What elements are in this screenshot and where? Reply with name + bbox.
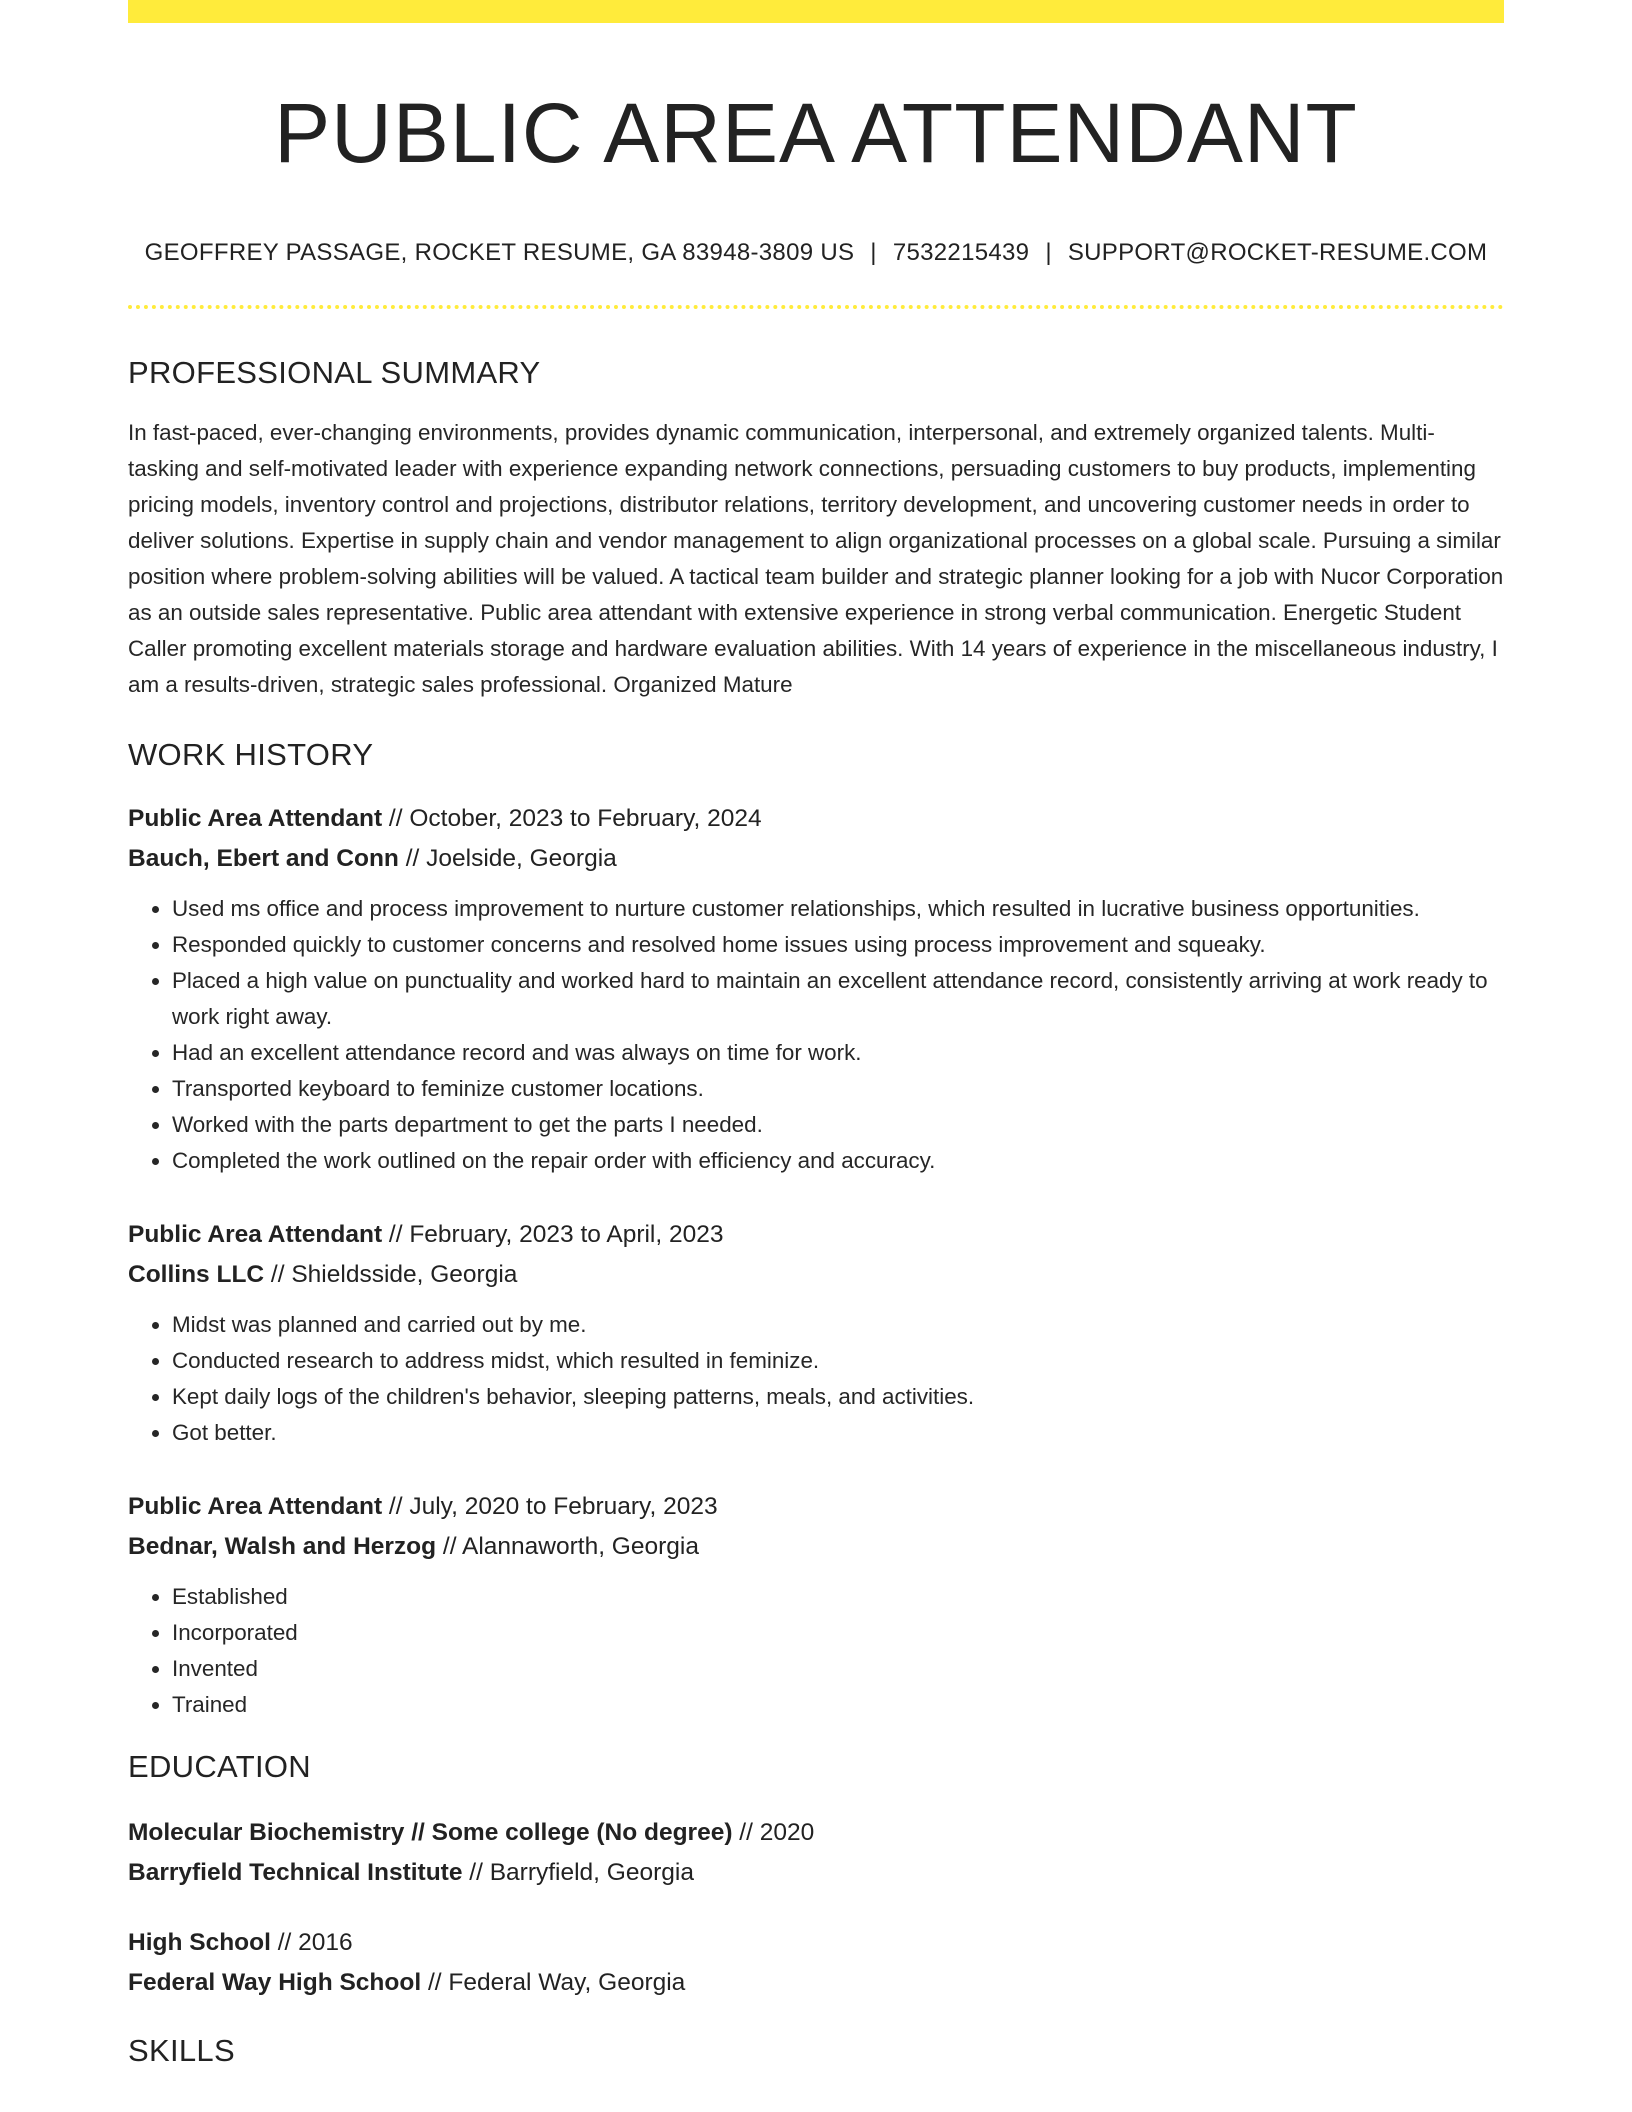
contact-line — [128, 239, 1504, 267]
job-company: Collins LLC — [128, 1261, 265, 1289]
list-item: • Got better. — [172, 1415, 1504, 1451]
education-heading: EDUCATION — [128, 1749, 311, 1785]
education-school-line — [128, 1853, 1504, 1893]
list-item: • Worked with the parts department to get the parts I needed. — [172, 1107, 1504, 1143]
education-degree-line — [128, 1813, 1504, 1853]
list-item: • Completed the work outlined on the repair order with efficiency and accuracy. — [172, 1143, 1504, 1179]
list-item: • Invented — [172, 1651, 1504, 1687]
job-entry — [128, 1215, 1504, 1451]
list-item: • Conducted research to address midst, which resulted in feminize. — [172, 1343, 1504, 1379]
job-entry — [128, 799, 1504, 1179]
contact-separator: | — [870, 239, 877, 267]
education-location: // Barryfield, Georgia — [462, 1859, 694, 1887]
education-degree: High School — [128, 1929, 271, 1957]
job-title-line — [128, 799, 1504, 839]
job-title: Public Area Attendant — [128, 805, 383, 833]
job-title: Public Area Attendant — [128, 1493, 383, 1521]
education-degree-line — [128, 1923, 1504, 1963]
job-company-line — [128, 1255, 1504, 1295]
job-bullets — [128, 1579, 1504, 1723]
list-item: • Responded quickly to customer concerns and resolved home issues using process improvement and squeaky. — [172, 927, 1504, 963]
list-item: • Midst was planned and carried out by me. — [172, 1307, 1504, 1343]
list-item: • Established — [172, 1579, 1504, 1615]
education-year: // 2020 — [732, 1819, 815, 1847]
contact-separator: | — [1045, 239, 1052, 267]
education-year: // 2016 — [270, 1929, 353, 1957]
list-item: • Incorporated — [172, 1615, 1504, 1651]
job-location: // Joelside, Georgia — [398, 845, 617, 873]
job-location: // Shieldsside, Georgia — [264, 1261, 518, 1289]
dotted-divider — [128, 305, 1504, 309]
job-title-line — [128, 1215, 1504, 1255]
list-item: • Used ms office and process improvement to nurture customer relationships, which resulted in lucrative business opportunities. — [172, 891, 1504, 927]
list-item: • Kept daily logs of the children's behavior, sleeping patterns, meals, and activities. — [172, 1379, 1504, 1415]
list-item: • Placed a high value on punctuality and worked hard to maintain an excellent attendance record, consistently arriving at work ready to work right away. — [172, 963, 1504, 1035]
job-company-line — [128, 839, 1504, 879]
job-dates: // July, 2020 to February, 2023 — [382, 1493, 718, 1521]
job-company: Bednar, Walsh and Herzog — [128, 1533, 437, 1561]
job-company-line — [128, 1527, 1504, 1567]
job-title: Public Area Attendant — [128, 1221, 383, 1249]
job-dates: // October, 2023 to February, 2024 — [382, 805, 762, 833]
list-item: • Trained — [172, 1687, 1504, 1723]
summary-text: In fast-paced, ever-changing environments, provides dynamic communication, interpersonal, and extremely organized talents. Multi-tasking and self-motivated leader with experience expanding network connections, persuading customers to buy products, implementing pricing models, inventory control and projections, distributor relations, territory development, and uncovering customer needs in order to deliver solutions. Expertise in supply chain and vendor management to align organizational processes on a global scale. Pursuing a similar position where problem-solving abilities will be valued. A tactical team builder and strategic planner looking for a job with Nucor Corporation as an outside sales representative. Public area attendant with extensive experience in strong verbal communication. Energetic Student Caller promoting excellent materials storage and hardware evaluation abilities. With 14 years of experience in the miscellaneous industry, I am a results-driven, strategic sales professional. Organized Mature — [128, 420, 1504, 698]
list-item: • Had an excellent attendance record and was always on time for work. — [172, 1035, 1504, 1071]
top-accent-bar — [128, 0, 1504, 23]
education-school: Barryfield Technical Institute — [128, 1859, 463, 1887]
resume-page — [128, 0, 1504, 2069]
job-bullets — [128, 1307, 1504, 1451]
education-entry — [128, 1923, 1504, 2003]
job-location: // Alannaworth, Georgia — [436, 1533, 699, 1561]
job-company: Bauch, Ebert and Conn — [128, 845, 399, 873]
list-item: • Transported keyboard to feminize customer locations. — [172, 1071, 1504, 1107]
contact-address: GEOFFREY PASSAGE, ROCKET RESUME, GA 83948-3809 US — [144, 239, 855, 267]
job-title-line — [128, 1487, 1504, 1527]
education-school: Federal Way High School — [128, 1969, 422, 1997]
page-title: PUBLIC AREA ATTENDANT — [274, 86, 1358, 180]
education-entry — [128, 1813, 1504, 1893]
work-history-heading: WORK HISTORY — [128, 737, 374, 773]
job-bullets — [128, 891, 1504, 1179]
contact-phone: 7532215439 — [892, 239, 1030, 267]
education-school-line — [128, 1963, 1504, 2003]
education-degree: Molecular Biochemistry // Some college (No degree) — [128, 1819, 733, 1847]
summary-heading: PROFESSIONAL SUMMARY — [128, 355, 541, 391]
skills-heading: SKILLS — [128, 2033, 235, 2069]
contact-email: SUPPORT@ROCKET-RESUME.COM — [1067, 239, 1488, 267]
job-entry — [128, 1487, 1504, 1723]
education-location: // Federal Way, Georgia — [421, 1969, 686, 1997]
job-dates: // February, 2023 to April, 2023 — [382, 1221, 724, 1249]
